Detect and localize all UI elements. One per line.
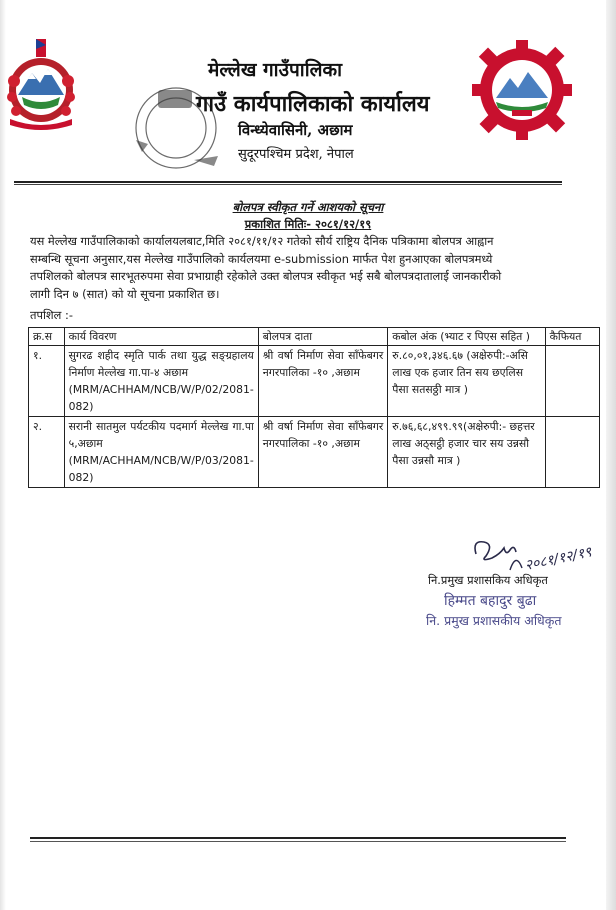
bid-table — [28, 327, 600, 488]
cell-remarks — [545, 417, 599, 488]
office-name: गाउँ कार्यपालिकाको कार्यालय — [196, 91, 430, 117]
cell-bidder: श्री वर्षा निर्माण सेवा साँफेबगर नगरपालिका -१० ,अछाम — [258, 417, 387, 488]
work-code: (MRM/ACHHAM/NCB/W/P/02/2081-082) — [68, 383, 254, 413]
col-header-bidder: बोलपत्र दाता — [258, 328, 387, 346]
header-divider-thin — [14, 184, 562, 185]
notice-body-line: तपशिलको बोलपत्र सारभूतरुपमा सेवा प्रभाग्राही रहेकोले उक्त बोलपत्र स्वीकृत भई सबै बोलपत्रदातालाई जानकारीको — [30, 269, 502, 283]
work-description: सुगरढ शहीद स्मृति पार्क तथा युद्ध सङ्ग्रहालय निर्माण मेल्लेख गा.पा-४ अछाम — [68, 349, 254, 379]
notice-body-line: सम्बन्धि सूचना अनुसार,यस मेल्लेख गाउँपालिको कार्यलयमा e-submission मार्फत पेश हुनआएका बोलपत्रमध्ये — [30, 251, 493, 266]
cell-description — [64, 346, 258, 417]
table-header-row — [29, 328, 600, 346]
signer-designation-stamp: नि. प्रमुख प्रशासकीय अधिकृत — [426, 613, 562, 628]
notice-title: बोलपत्र स्वीकृत गर्ने आशयको सूचना — [232, 200, 384, 214]
signature-date: २०८१/१२/१९ — [523, 544, 594, 574]
cell-bidder: श्री वर्षा निर्माण सेवा साँफेबगर नगरपालिका -१० ,अछाम — [258, 346, 387, 417]
cell-description — [64, 417, 258, 488]
cell-amount: रु.८०,०१,३४६.६७ (अक्षेरुपी:-असि लाख एक हजार तिन सय छएलिस पैसा सतसठ्ठी मात्र ) — [388, 346, 545, 417]
col-header-amount: कबोल अंक (भ्याट र पिएस सहित ) — [388, 328, 545, 346]
cell-remarks — [545, 346, 599, 417]
published-date: प्रकाशित मितिः- २०८१/१२/१९ — [244, 217, 372, 231]
municipality-logo-icon — [472, 40, 572, 140]
notice-body-line: लागी दिन ७ (सात) को यो सूचना प्रकाशित छ। — [30, 286, 220, 301]
office-address: विन्ध्येवासिनी, अछाम — [238, 121, 353, 139]
work-code: (MRM/ACHHAM/NCB/W/P/03/2081-082) — [68, 454, 254, 484]
page-edge-left — [0, 0, 6, 910]
footer-divider — [30, 837, 566, 839]
details-label: तपशिल :- — [30, 308, 73, 322]
header-divider — [14, 181, 562, 183]
signer-designation: नि.प्रमुख प्रशासकिय अधिकृत — [428, 573, 548, 587]
cell-amount: रु.७६,६८,४९९.९९(अक्षेरुपी:- छहत्तर लाख अठ्सट्ठी हजार चार सय उन्नसौ पैसा उन्नसौ मात्र ) — [388, 417, 545, 488]
province-name: सुदूरपश्चिम प्रदेश, नेपाल — [238, 147, 354, 162]
cell-sn: २. — [29, 417, 65, 488]
municipality-name: मेल्लेख गाउँपालिका — [208, 59, 343, 81]
cell-sn: १. — [29, 346, 65, 417]
signer-name-stamp: हिम्मत बहादुर बुढा — [444, 593, 537, 609]
nepal-emblem-icon — [2, 35, 80, 133]
page-edge-right — [606, 0, 616, 910]
work-description: सरानी सातमुल पर्यटकीय पदमार्ग मेल्लेख गा.पा ५,अछाम — [68, 420, 254, 450]
table-row — [29, 346, 600, 417]
col-header-remarks: कैफियत — [545, 328, 599, 346]
col-header-description: कार्य विवरण — [64, 328, 258, 346]
table-row — [29, 417, 600, 488]
col-header-sn: क्र.स — [29, 328, 65, 346]
notice-body-line: यस मेल्लेख गाउँपालिकाको कार्यालयलबाट,मिति २०८१/११/१२ गतेको सौर्य राष्ट्रिय दैनिक पत्रिकामा बोलपत्र आह्वान — [30, 234, 494, 248]
notice-body — [30, 233, 570, 303]
footer-divider-thin — [30, 841, 566, 842]
